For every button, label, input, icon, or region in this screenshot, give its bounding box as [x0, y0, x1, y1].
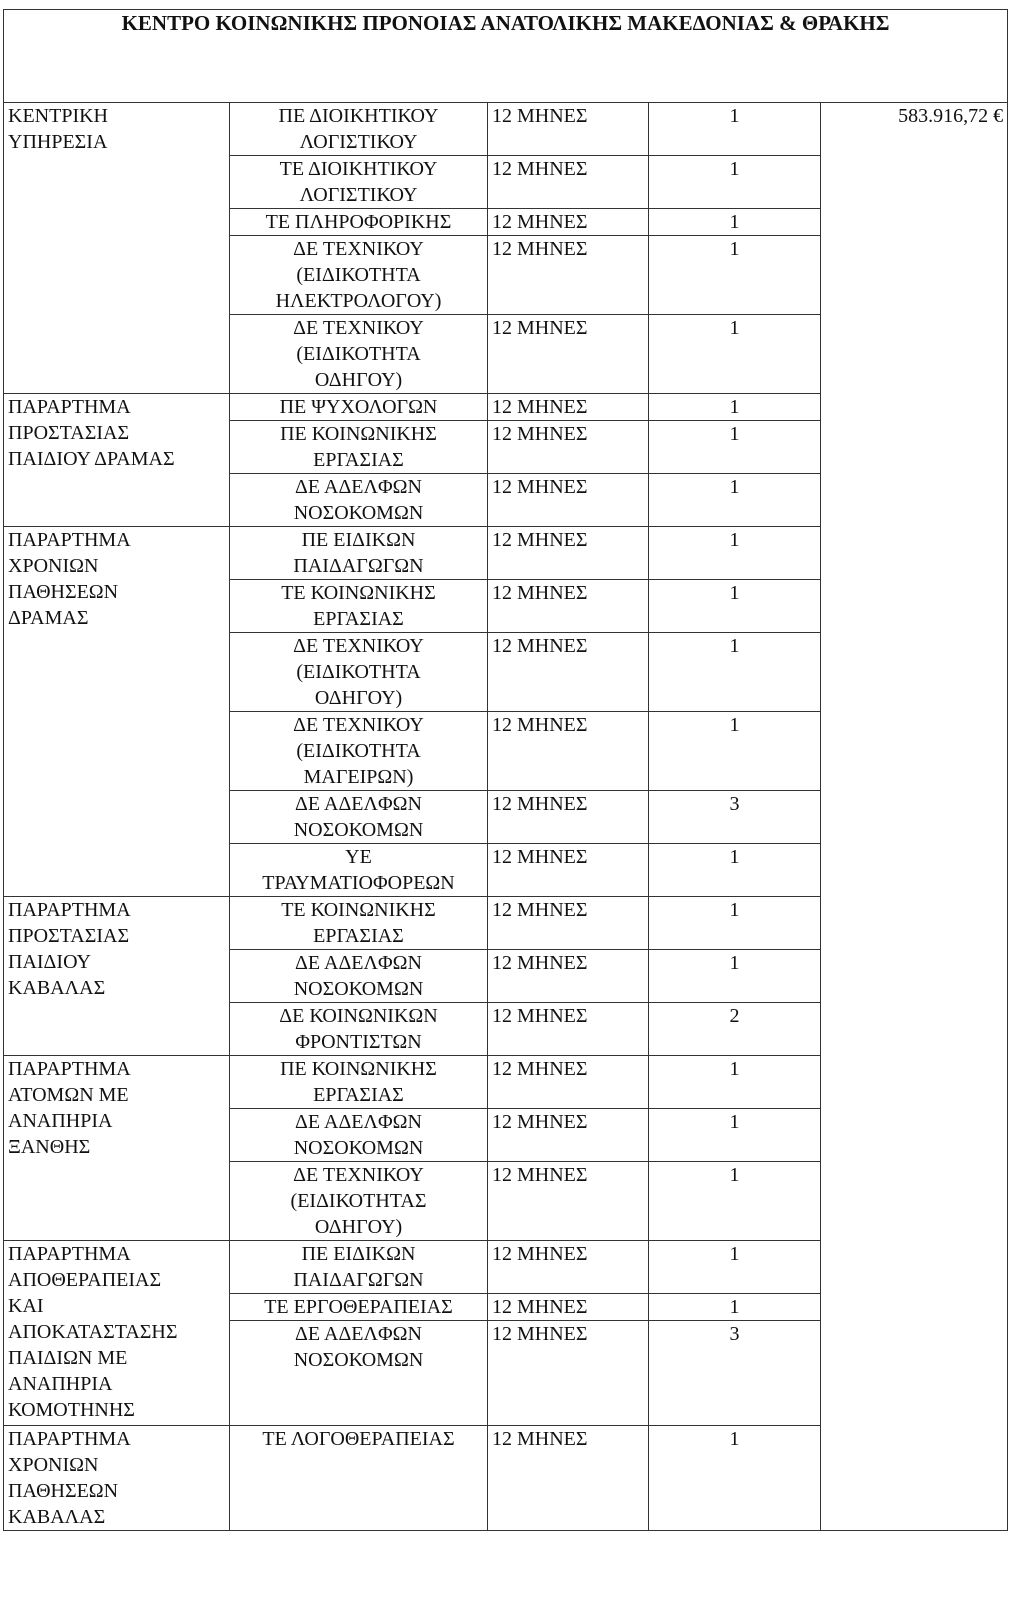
specialty: ΔΕ ΤΕΧΝΙΚΟΥ (ΕΙΔΙΚΟΤΗΤΑ ΟΔΗΓΟΥ) — [293, 635, 424, 709]
count-cell: 1 — [649, 712, 821, 791]
specialty-cell — [230, 103, 488, 156]
specialty-cell — [230, 315, 488, 394]
duration-cell: 12 ΜΗΝΕΣ — [488, 1294, 649, 1321]
specialty-cell — [230, 580, 488, 633]
specialty: ΤΕ ΛΟΓΟΘΕΡΑΠΕΙΑΣ — [262, 1428, 455, 1450]
unit-name-cell — [4, 394, 230, 527]
table-title: ΚΕΝΤΡΟ ΚΟΙΝΩΝΙΚΗΣ ΠΡΟΝΟΙΑΣ ΑΝΑΤΟΛΙΚΗΣ ΜΑΚΕΔΟΝΙΑΣ & ΘΡΑΚΗΣ — [4, 10, 1008, 103]
count-cell: 1 — [649, 1109, 821, 1162]
duration-cell: 12 ΜΗΝΕΣ — [488, 474, 649, 527]
duration-cell: 12 ΜΗΝΕΣ — [488, 421, 649, 474]
specialty: ΤΕ ΚΟΙΝΩΝΙΚΗΣ ΕΡΓΑΣΙΑΣ — [281, 582, 436, 630]
duration-cell: 12 ΜΗΝΕΣ — [488, 633, 649, 712]
specialty: ΠΕ ΨΥΧΟΛΟΓΩΝ — [279, 396, 438, 418]
specialty: ΤΕ ΚΟΙΝΩΝΙΚΗΣ ΕΡΓΑΣΙΑΣ — [281, 899, 436, 947]
count-cell: 1 — [649, 474, 821, 527]
count-cell: 1 — [649, 527, 821, 580]
count-cell: 1 — [649, 209, 821, 236]
duration-cell: 12 ΜΗΝΕΣ — [488, 1241, 649, 1294]
specialty-cell — [230, 1056, 488, 1109]
duration-cell: 12 ΜΗΝΕΣ — [488, 156, 649, 209]
duration-cell: 12 ΜΗΝΕΣ — [488, 712, 649, 791]
staffing-table — [3, 9, 1008, 1531]
table-row — [4, 103, 1008, 156]
unit-name-cell — [4, 527, 230, 897]
specialty: ΔΕ ΤΕΧΝΙΚΟΥ (ΕΙΔΙΚΟΤΗΤΑΣ ΟΔΗΓΟΥ) — [290, 1164, 427, 1238]
specialty: ΔΕ ΑΔΕΛΦΩΝ ΝΟΣΟΚΟΜΩΝ — [293, 952, 424, 1000]
specialty-cell — [230, 633, 488, 712]
specialty-cell — [230, 527, 488, 580]
count-cell: 1 — [649, 950, 821, 1003]
count-cell: 1 — [649, 156, 821, 209]
specialty: ΥΕ ΤΡΑΥΜΑΤΙΟΦΟΡΕΩΝ — [262, 846, 455, 894]
specialty-cell — [230, 897, 488, 950]
count-cell: 1 — [649, 421, 821, 474]
specialty-cell — [230, 1109, 488, 1162]
count-cell: 1 — [649, 633, 821, 712]
specialty-cell — [230, 1162, 488, 1241]
duration-cell: 12 ΜΗΝΕΣ — [488, 103, 649, 156]
duration-cell: 12 ΜΗΝΕΣ — [488, 1109, 649, 1162]
unit-name-cell — [4, 897, 230, 1056]
duration-cell: 12 ΜΗΝΕΣ — [488, 1321, 649, 1426]
unit-name-cell — [4, 1056, 230, 1241]
specialty: ΤΕ ΔΙΟΙΚΗΤΙΚΟΥ ΛΟΓΙΣΤΙΚΟΥ — [279, 158, 438, 206]
total-amount: 583.916,72 € — [821, 103, 1008, 1531]
duration-cell: 12 ΜΗΝΕΣ — [488, 791, 649, 844]
title-row — [4, 10, 1008, 103]
specialty-cell — [230, 712, 488, 791]
specialty: ΠΕ ΔΙΟΙΚΗΤΙΚΟΥ ΛΟΓΙΣΤΙΚΟΥ — [278, 105, 439, 153]
specialty: ΔΕ ΑΔΕΛΦΩΝ ΝΟΣΟΚΟΜΩΝ — [293, 1111, 424, 1159]
unit-name-cell — [4, 103, 230, 394]
specialty-cell — [230, 394, 488, 421]
specialty: ΠΕ ΚΟΙΝΩΝΙΚΗΣ ΕΡΓΑΣΙΑΣ — [280, 1058, 437, 1106]
specialty: ΔΕ ΤΕΧΝΙΚΟΥ (ΕΙΔΙΚΟΤΗΤΑ ΜΑΓΕΙΡΩΝ) — [293, 714, 424, 788]
duration-cell: 12 ΜΗΝΕΣ — [488, 527, 649, 580]
count-cell: 1 — [649, 394, 821, 421]
unit-name: ΠΑΡΑΡΤΗΜΑ ΠΡΟΣΤΑΣΙΑΣ ΠΑΙΔΙΟΥ ΔΡΑΜΑΣ — [8, 396, 175, 470]
specialty-cell — [230, 1241, 488, 1294]
count-cell: 3 — [649, 791, 821, 844]
unit-name: ΠΑΡΑΡΤΗΜΑ ΠΡΟΣΤΑΣΙΑΣ ΠΑΙΔΙΟΥ ΚΑΒΑΛΑΣ — [8, 899, 131, 999]
duration-cell: 12 ΜΗΝΕΣ — [488, 580, 649, 633]
duration-cell: 12 ΜΗΝΕΣ — [488, 1426, 649, 1531]
specialty-cell — [230, 1426, 488, 1531]
unit-name: ΚΕΝΤΡΙΚΗ ΥΠΗΡΕΣΙΑ — [8, 105, 108, 153]
specialty-cell — [230, 1321, 488, 1426]
duration-cell: 12 ΜΗΝΕΣ — [488, 209, 649, 236]
count-cell: 1 — [649, 580, 821, 633]
specialty: ΔΕ ΑΔΕΛΦΩΝ ΝΟΣΟΚΟΜΩΝ — [293, 1323, 424, 1371]
specialty-cell — [230, 236, 488, 315]
specialty-cell — [230, 156, 488, 209]
duration-cell: 12 ΜΗΝΕΣ — [488, 1003, 649, 1056]
unit-name-cell — [4, 1426, 230, 1531]
count-cell: 1 — [649, 1426, 821, 1531]
duration-cell: 12 ΜΗΝΕΣ — [488, 315, 649, 394]
duration-cell: 12 ΜΗΝΕΣ — [488, 844, 649, 897]
count-cell: 1 — [649, 897, 821, 950]
specialty-cell — [230, 844, 488, 897]
specialty: ΠΕ ΕΙΔΙΚΩΝ ΠΑΙΔΑΓΩΓΩΝ — [293, 529, 424, 577]
duration-cell: 12 ΜΗΝΕΣ — [488, 897, 649, 950]
duration-cell: 12 ΜΗΝΕΣ — [488, 236, 649, 315]
specialty-cell — [230, 1294, 488, 1321]
specialty: ΠΕ ΕΙΔΙΚΩΝ ΠΑΙΔΑΓΩΓΩΝ — [293, 1243, 424, 1291]
count-cell: 1 — [649, 1241, 821, 1294]
specialty-cell — [230, 474, 488, 527]
specialty: ΤΕ ΠΛΗΡΟΦΟΡΙΚΗΣ — [265, 211, 452, 233]
specialty-cell — [230, 421, 488, 474]
unit-name: ΠΑΡΑΡΤΗΜΑ ΧΡΟΝΙΩΝ ΠΑΘΗΣΕΩΝ ΚΑΒΑΛΑΣ — [8, 1428, 131, 1528]
count-cell: 1 — [649, 103, 821, 156]
specialty: ΤΕ ΕΡΓΟΘΕΡΑΠΕΙΑΣ — [264, 1296, 453, 1318]
count-cell: 1 — [649, 844, 821, 897]
count-cell: 1 — [649, 1162, 821, 1241]
specialty-cell — [230, 209, 488, 236]
count-cell: 1 — [649, 1056, 821, 1109]
count-cell: 1 — [649, 315, 821, 394]
specialty-cell — [230, 950, 488, 1003]
specialty-cell — [230, 791, 488, 844]
count-cell: 1 — [649, 1294, 821, 1321]
unit-name: ΠΑΡΑΡΤΗΜΑ ΑΠΟΘΕΡΑΠΕΙΑΣ ΚΑΙ ΑΠΟΚΑΤΑΣΤΑΣΗΣ ΠΑΙΔΙΩΝ ΜΕ ΑΝΑΠΗΡΙΑ ΚΟΜΟΤΗΝΗΣ — [8, 1243, 178, 1421]
unit-name-cell — [4, 1241, 230, 1426]
duration-cell: 12 ΜΗΝΕΣ — [488, 1162, 649, 1241]
duration-cell: 12 ΜΗΝΕΣ — [488, 394, 649, 421]
specialty-cell — [230, 1003, 488, 1056]
specialty: ΔΕ ΤΕΧΝΙΚΟΥ (ΕΙΔΙΚΟΤΗΤΑ ΗΛΕΚΤΡΟΛΟΓΟΥ) — [275, 238, 442, 312]
unit-name: ΠΑΡΑΡΤΗΜΑ ΧΡΟΝΙΩΝ ΠΑΘΗΣΕΩΝ ΔΡΑΜΑΣ — [8, 529, 131, 629]
duration-cell: 12 ΜΗΝΕΣ — [488, 1056, 649, 1109]
duration-cell: 12 ΜΗΝΕΣ — [488, 950, 649, 1003]
unit-name: ΠΑΡΑΡΤΗΜΑ ΑΤΟΜΩΝ ΜΕ ΑΝΑΠΗΡΙΑ ΞΑΝΘΗΣ — [8, 1058, 131, 1158]
specialty: ΔΕ ΤΕΧΝΙΚΟΥ (ΕΙΔΙΚΟΤΗΤΑ ΟΔΗΓΟΥ) — [293, 317, 424, 391]
specialty: ΠΕ ΚΟΙΝΩΝΙΚΗΣ ΕΡΓΑΣΙΑΣ — [280, 423, 437, 471]
count-cell: 1 — [649, 236, 821, 315]
count-cell: 3 — [649, 1321, 821, 1426]
specialty: ΔΕ ΑΔΕΛΦΩΝ ΝΟΣΟΚΟΜΩΝ — [293, 793, 424, 841]
specialty: ΔΕ ΚΟΙΝΩΝΙΚΩΝ ΦΡΟΝΤΙΣΤΩΝ — [279, 1005, 438, 1053]
specialty: ΔΕ ΑΔΕΛΦΩΝ ΝΟΣΟΚΟΜΩΝ — [293, 476, 424, 524]
count-cell: 2 — [649, 1003, 821, 1056]
